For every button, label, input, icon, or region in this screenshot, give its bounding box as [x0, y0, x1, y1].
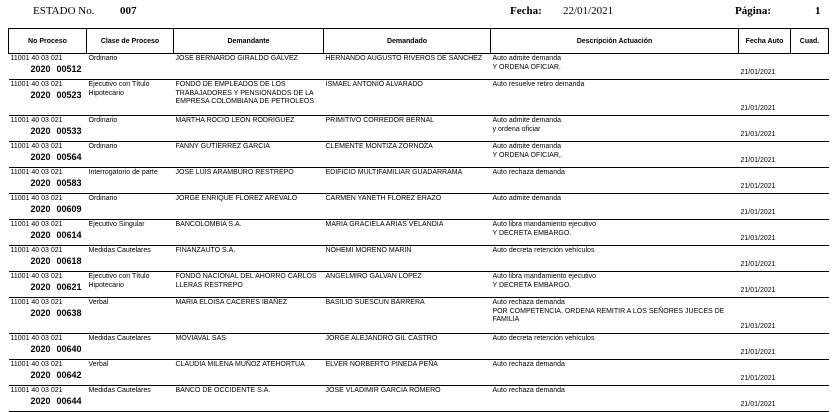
cell-clase: Ordinario: [87, 142, 174, 168]
proceso-code: 11001 40 03 021: [10, 55, 63, 62]
table-row: [9, 272, 829, 298]
table-row: [9, 298, 829, 334]
proceso-num: 00614: [56, 229, 82, 240]
proceso-num: 00638: [56, 307, 82, 318]
proceso-code: 11001 40 03 021: [10, 361, 63, 368]
cell-fecha-auto: 21/01/2021: [739, 334, 791, 360]
proceso-number: [11, 90, 85, 100]
cell-fecha-auto: 21/01/2021: [739, 386, 791, 412]
proceso-year: 2020: [30, 63, 51, 74]
col-demandante: Demandante: [174, 29, 324, 54]
proceso-num: 00642: [56, 369, 82, 380]
cell-fecha-auto: 21/01/2021: [739, 220, 791, 246]
table-row: [9, 386, 829, 412]
proceso-num: 00583: [56, 177, 82, 188]
cell-clase: Medidas Cautelares: [87, 246, 174, 272]
cell-demandado: ANGELMIRO GALVAN LOPEZ: [324, 272, 491, 298]
cell-descripcion: Auto rechaza demanda POR COMPETENCIA, ORDENA REMITIR A LOS SEÑORES JUECES DE FAMILIA: [491, 298, 739, 334]
cell-no-proceso: [9, 54, 87, 80]
fecha-value: 22/01/2021: [563, 5, 614, 17]
col-fecha-auto: Fecha Auto: [739, 29, 791, 54]
cell-clase: Ordinario: [87, 116, 174, 142]
cell-demandado: HERNANDO AUGUSTO RIVEROS DE SANCHEZ: [324, 54, 491, 80]
table-row: [9, 334, 829, 360]
cell-demandado: PRIMITIVO CORREDOR BERNAL: [324, 116, 491, 142]
cell-fecha-auto: 21/01/2021: [739, 194, 791, 220]
proceso-year: 2020: [30, 395, 51, 406]
cell-cuad: [791, 220, 829, 246]
cell-demandante: JOSE BERNARDO GIRALDO GALVEZ: [174, 54, 324, 80]
cell-cuad: [791, 168, 829, 194]
cell-clase: Medidas Cautelares: [87, 386, 174, 412]
col-cuad: Cuad.: [791, 29, 829, 54]
cell-clase: Interrogatorio de parte: [87, 168, 174, 194]
cell-no-proceso: [9, 116, 87, 142]
cell-descripcion: Auto decreta retención vehículos: [491, 246, 739, 272]
cell-demandado: BASILIO SUESCUN BARRERA: [324, 298, 491, 334]
table-row: [9, 80, 829, 116]
proceso-num: 00609: [56, 203, 82, 214]
cell-demandado: JOSE VLADIMIR GARCIA ROMERO: [324, 386, 491, 412]
cell-demandante: MARTHA ROCIO LEON RODRIGUEZ: [174, 116, 324, 142]
proceso-code: 11001 40 03 021: [10, 387, 63, 394]
table-row: [9, 142, 829, 168]
proceso-number: [11, 308, 85, 318]
cell-clase: Ordinario: [87, 54, 174, 80]
cell-demandado: ELVER NORBERTO PINEDA PEÑA: [324, 360, 491, 386]
cell-cuad: [791, 246, 829, 272]
col-clase-proceso: Clase de Proceso: [87, 29, 174, 54]
table-row: [9, 220, 829, 246]
proceso-number: [11, 152, 85, 162]
table-row: [9, 360, 829, 386]
proceso-year: 2020: [30, 255, 51, 266]
cell-no-proceso: [9, 194, 87, 220]
proceso-num: 00640: [56, 343, 82, 354]
cell-demandante: JOSE LUIS ARAMBURO RESTREPO: [174, 168, 324, 194]
proceso-code: 11001 40 03 021: [10, 221, 63, 228]
cell-clase: Medidas Cautelares: [87, 334, 174, 360]
cell-no-proceso: [9, 220, 87, 246]
proceso-year: 2020: [30, 203, 51, 214]
cell-cuad: [791, 272, 829, 298]
cell-fecha-auto: 21/01/2021: [739, 272, 791, 298]
cell-descripcion: Auto admite demanda y ordena oficiar: [491, 116, 739, 142]
proceso-number: [11, 204, 85, 214]
cell-demandante: MARIA ELOISA CACERES IBAÑEZ: [174, 298, 324, 334]
proceso-number: [11, 126, 85, 136]
cell-demandado: MARIA GRACIELA ARIAS VELANDIA: [324, 220, 491, 246]
cell-descripcion: Auto admite demanda Y ORDENA OFICIAR.: [491, 54, 739, 80]
proceso-year: 2020: [30, 369, 51, 380]
cell-demandante: CLAUDIA MILENA MUÑOZ ATEHORTUA: [174, 360, 324, 386]
cell-demandante: FINANZAUTO S.A.: [174, 246, 324, 272]
cell-cuad: [791, 386, 829, 412]
cell-demandante: FONDO DE EMPLEADOS DE LOS TRABAJADORES Y PENSIONADOS DE LA EMPRESA COLOMBIANA DE PETROLEOS: [174, 80, 324, 116]
cell-demandante: FANNY GUTIERREZ GARCIA: [174, 142, 324, 168]
cell-descripcion: Auto libra mandamiento ejecutivo Y DECRETA EMBARGO.: [491, 220, 739, 246]
proceso-year: 2020: [30, 229, 51, 240]
proceso-code: 11001 40 03 021: [10, 117, 63, 124]
cell-demandante: MOVIAVAL SAS: [174, 334, 324, 360]
cell-descripcion: Auto decreta retención vehículos: [491, 334, 739, 360]
cell-cuad: [791, 80, 829, 116]
cell-fecha-auto: 21/01/2021: [739, 246, 791, 272]
cell-cuad: [791, 334, 829, 360]
col-no-proceso: No Proceso: [9, 29, 87, 54]
cell-clase: Ejecutivo con Título Hipotecario: [87, 80, 174, 116]
proceso-code: 11001 40 03 021: [10, 273, 63, 280]
cell-clase: Verbal: [87, 298, 174, 334]
cell-descripcion: Auto admite demanda Y ORDENA OFICIAR,.: [491, 142, 739, 168]
estado-value: 007: [120, 5, 137, 17]
proceso-year: 2020: [30, 307, 51, 318]
proceso-year: 2020: [30, 343, 51, 354]
cell-descripcion: Auto rechaza demanda: [491, 360, 739, 386]
cell-demandado: JORGE ALEJANDRO GIL CASTRO: [324, 334, 491, 360]
cell-demandante: BANCOLOMBIA S.A.: [174, 220, 324, 246]
cell-fecha-auto: 21/01/2021: [739, 54, 791, 80]
cell-demandante: BANCO DE OCCIDENTE S.A.: [174, 386, 324, 412]
cell-cuad: [791, 194, 829, 220]
cell-fecha-auto: 21/01/2021: [739, 298, 791, 334]
cell-cuad: [791, 142, 829, 168]
table-row: [9, 54, 829, 80]
cell-demandado: CLEMENTE MONTIZA ZORNOZA: [324, 142, 491, 168]
cell-no-proceso: [9, 168, 87, 194]
col-demandado: Demandado: [324, 29, 491, 54]
proceso-num: 00512: [56, 63, 82, 74]
proceso-code: 11001 40 03 021: [10, 335, 63, 342]
cell-demandante: FONDO NACIONAL DEL AHORRO CARLOS LLERAS RESTREPO: [174, 272, 324, 298]
cell-no-proceso: [9, 386, 87, 412]
proceso-code: 11001 40 03 021: [10, 195, 63, 202]
cell-clase: Ejecutivo con Título Hipotecario: [87, 272, 174, 298]
proceso-code: 11001 40 03 021: [10, 81, 63, 88]
proceso-year: 2020: [30, 151, 51, 162]
cell-no-proceso: [9, 272, 87, 298]
table-row: [9, 194, 829, 220]
proceso-num: 00564: [56, 151, 82, 162]
proceso-code: 11001 40 03 021: [10, 247, 63, 254]
cell-clase: Verbal: [87, 360, 174, 386]
table-header-row: [9, 29, 829, 54]
pagina-value: 1: [815, 5, 821, 17]
cell-demandado: NOHEMI MORENO MARIN: [324, 246, 491, 272]
proceso-number: [11, 370, 85, 380]
proceso-number: [11, 178, 85, 188]
cell-fecha-auto: 21/01/2021: [739, 168, 791, 194]
cell-no-proceso: [9, 334, 87, 360]
proceso-year: 2020: [30, 89, 51, 100]
table-row: [9, 246, 829, 272]
cell-clase: Ordinario: [87, 194, 174, 220]
proceso-number: [11, 256, 85, 266]
proceso-num: 00533: [56, 125, 82, 136]
cell-no-proceso: [9, 298, 87, 334]
cell-descripcion: Auto resuelve retiro demanda: [491, 80, 739, 116]
cell-descripcion: Auto rechaza demanda: [491, 386, 739, 412]
proceso-num: 00523: [56, 89, 82, 100]
proceso-year: 2020: [30, 125, 51, 136]
cell-demandado: EDIFICIO MULTIFAMILIAR GUADARRAMA: [324, 168, 491, 194]
cell-no-proceso: [9, 80, 87, 116]
cell-demandado: CARMEN YANETH FLOREZ ERAZO: [324, 194, 491, 220]
proceso-number: [11, 64, 85, 74]
cell-fecha-auto: 21/01/2021: [739, 142, 791, 168]
cell-descripcion: Auto rechaza demanda: [491, 168, 739, 194]
cell-no-proceso: [9, 246, 87, 272]
estado-table: [8, 28, 829, 412]
proceso-number: [11, 396, 85, 406]
proceso-number: [11, 344, 85, 354]
proceso-code: 11001 40 03 021: [10, 169, 63, 176]
proceso-code: 11001 40 03 021: [10, 143, 63, 150]
cell-cuad: [791, 360, 829, 386]
proceso-number: [11, 230, 85, 240]
cell-fecha-auto: 21/01/2021: [739, 360, 791, 386]
proceso-year: 2020: [30, 281, 51, 292]
cell-demandante: JORGE ENRIQUE FLOREZ AREVALO: [174, 194, 324, 220]
col-descripcion: Descripción Actuación: [491, 29, 739, 54]
cell-clase: Ejecutivo Singular: [87, 220, 174, 246]
proceso-year: 2020: [30, 177, 51, 188]
estado-label: ESTADO No.: [33, 5, 95, 17]
proceso-num: 00618: [56, 255, 82, 266]
cell-demandado: ISMAEL ANTONIO ALVARADO: [324, 80, 491, 116]
cell-no-proceso: [9, 142, 87, 168]
table-row: [9, 116, 829, 142]
cell-descripcion: Auto admite demanda: [491, 194, 739, 220]
cell-cuad: [791, 116, 829, 142]
proceso-num: 00621: [56, 281, 82, 292]
cell-cuad: [791, 298, 829, 334]
table-row: [9, 168, 829, 194]
proceso-number: [11, 282, 85, 292]
proceso-num: 00644: [56, 395, 82, 406]
fecha-label: Fecha:: [510, 5, 542, 17]
cell-cuad: [791, 54, 829, 80]
pagina-label: Página:: [735, 5, 772, 17]
cell-fecha-auto: 21/01/2021: [739, 116, 791, 142]
cell-fecha-auto: 21/01/2021: [739, 80, 791, 116]
cell-descripcion: Auto libra mandamiento ejecutivo Y DECRETA EMBARGO.: [491, 272, 739, 298]
proceso-code: 11001 40 03 021: [10, 299, 63, 306]
cell-no-proceso: [9, 360, 87, 386]
